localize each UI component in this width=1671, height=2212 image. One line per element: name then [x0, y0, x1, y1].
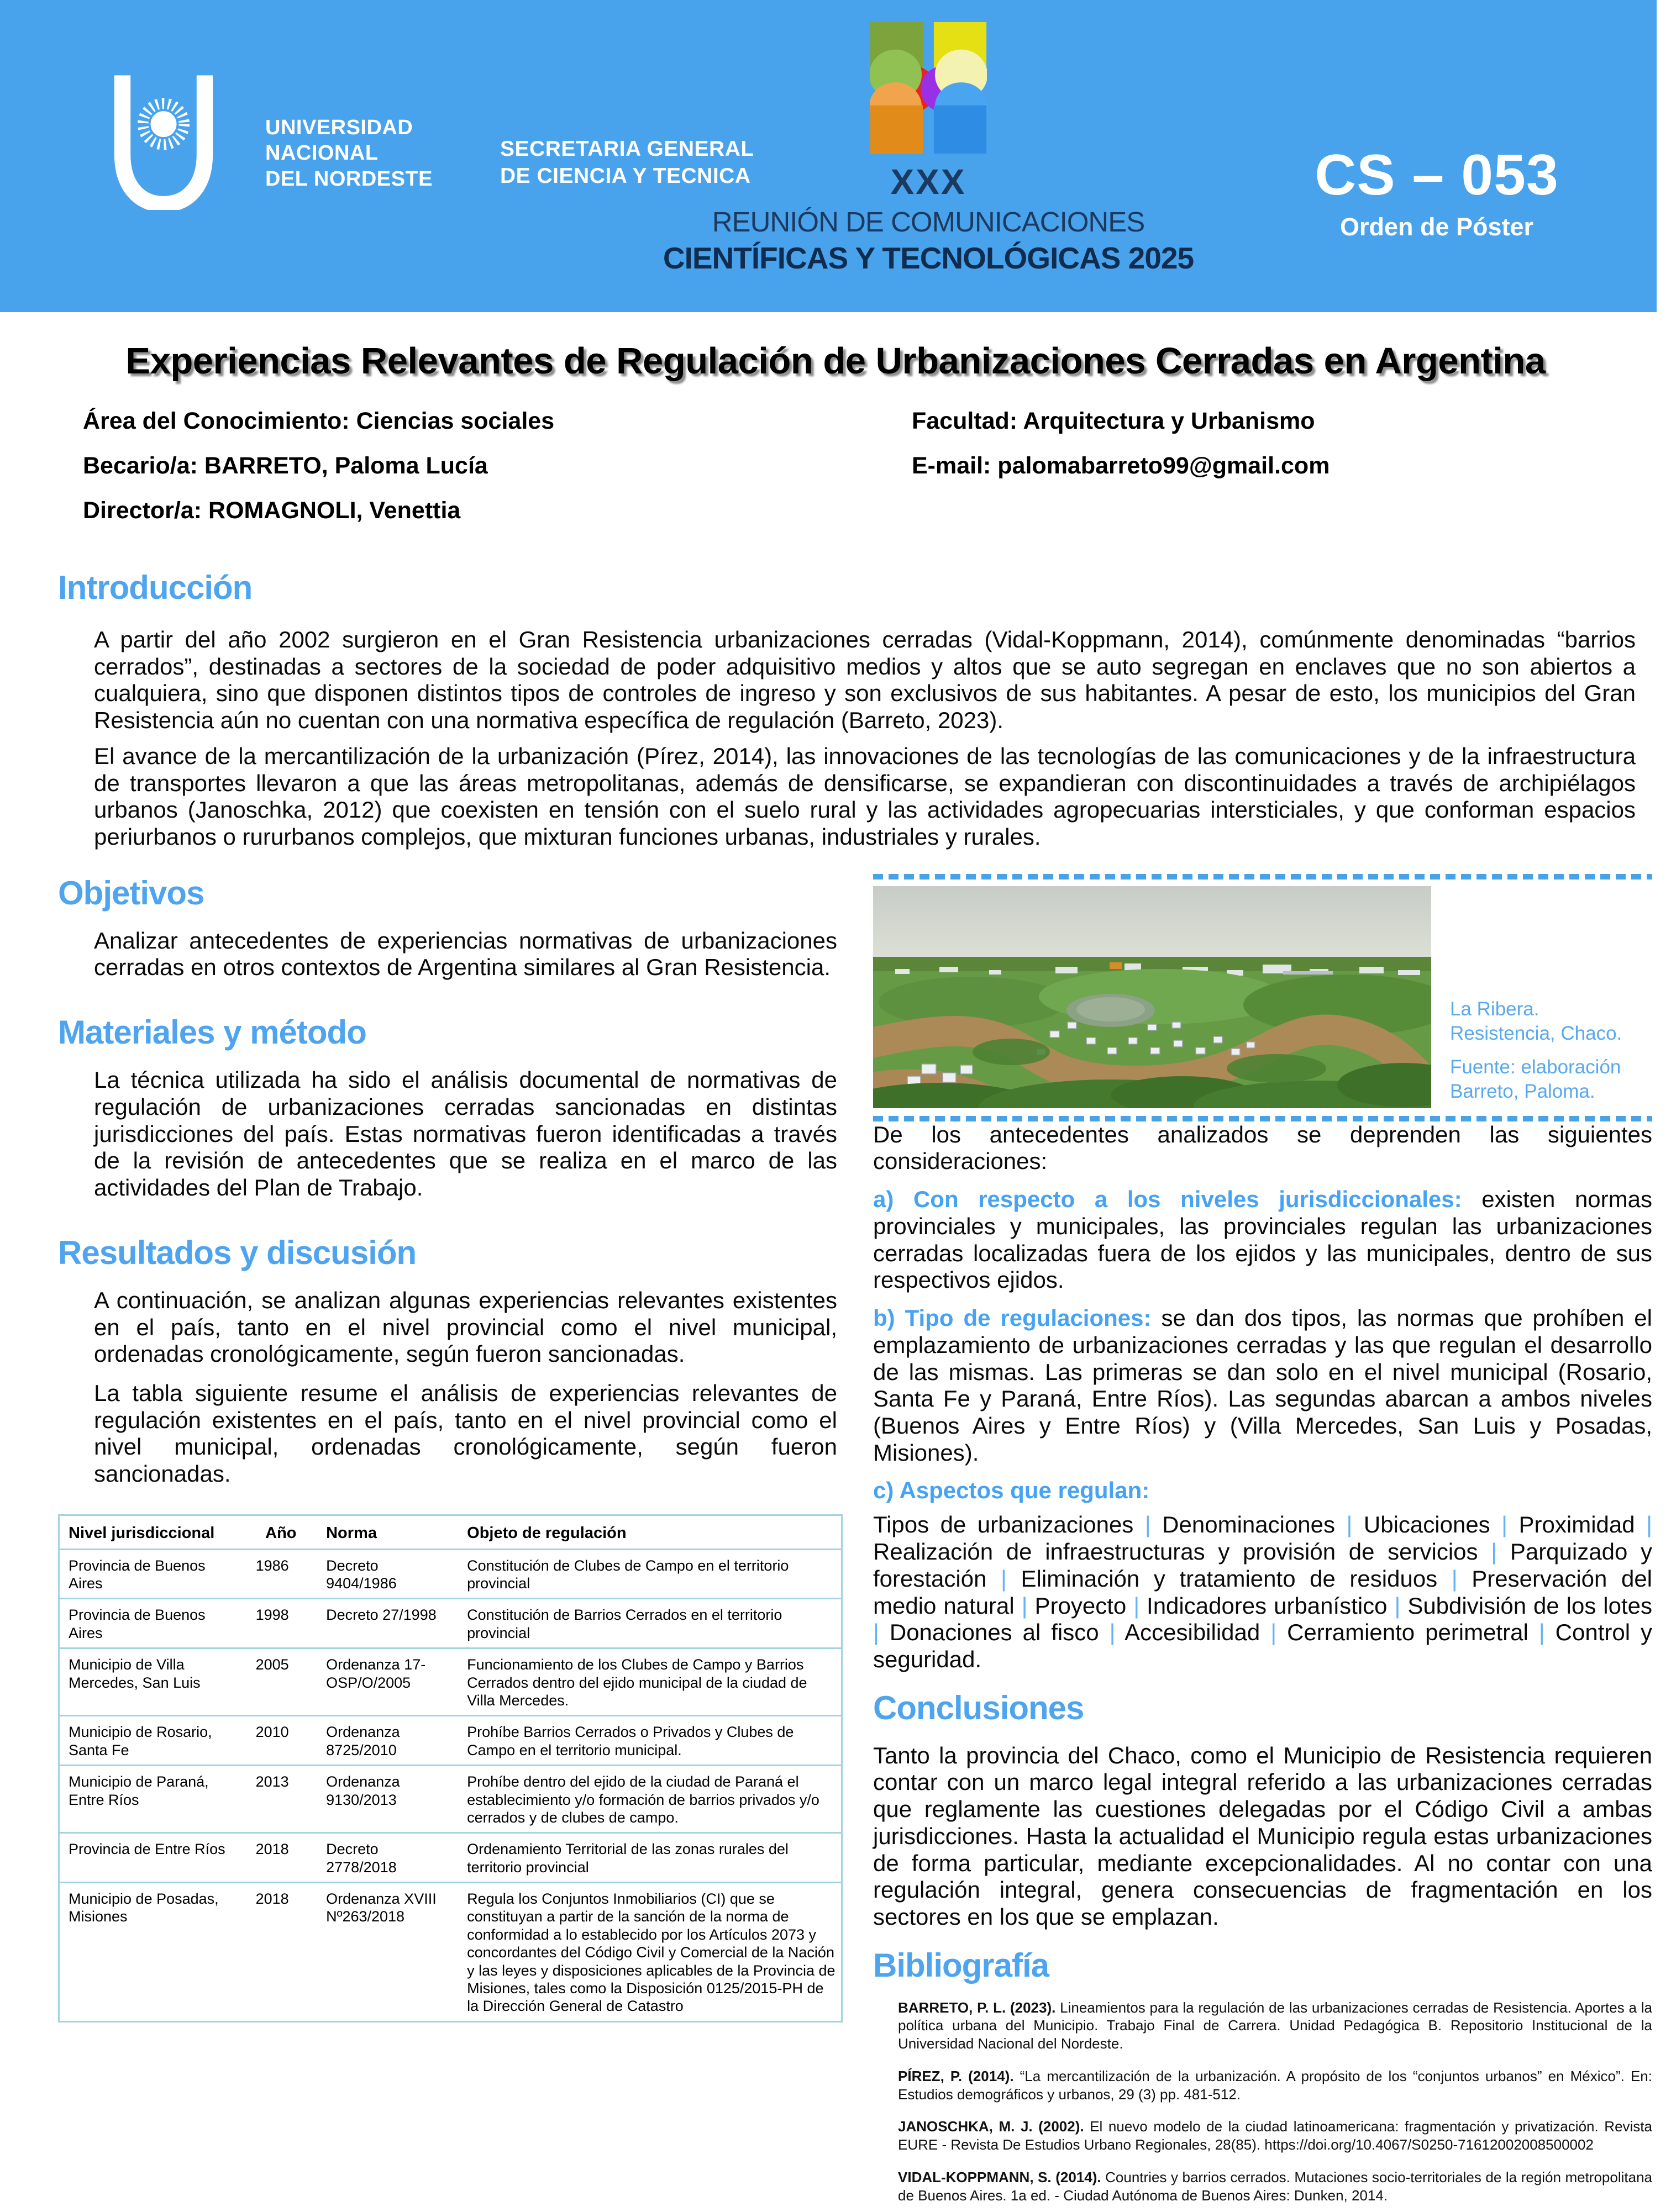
- heading-introduccion: Introducción: [58, 569, 253, 606]
- heading-objetivos: Objetivos: [58, 874, 204, 912]
- meta-becario: Becario/a: BARRETO, Paloma Lucía: [83, 452, 488, 479]
- table-cell: Decreto 9404/1986: [326, 1557, 397, 1592]
- normativas-table: [58, 1514, 843, 2023]
- materiales-body: La técnica utilizada ha sido el análisis documental de normativas de regulación de urbanizaciones cerradas sancionadas en distintas jurisdicciones del país. Estas normativas fueron identificadas a través de la revisión de antecedentes que se realiza en el marco de las actividades del Plan de Trabajo.: [94, 1067, 837, 1201]
- bibliography-reference: JANOSCHKA, M. J. (2002). El nuevo modelo de la ciudad latinoamericana: fragmentación y privatización. Revista EURE - Revista De Estudios Urbano Regionales, 28(85). https://doi.org/10.4067/S0250-71612002008500002: [898, 2118, 1652, 2153]
- photo-figure: [873, 886, 1652, 1108]
- pipe-separator: |: [1635, 1511, 1653, 1538]
- introduccion-p2: El avance de la mercantilización de la urbanización (Pírez, 2014), las innovaciones de las tecnologías de las comunicaciones y de la infraestructura de transportes llevaron a que las áreas metropolitanas, además de densificarse, se expandieran con discontinuidades a través de archipiélagos urbanos (Janoschka, 2012) que coexisten en tensión con el suelo rural y las actividades agropecuarias intersticiales, y que conforman espacios periurbanos o rururbanos complejos, que mixturan funciones urbanas, industriales y rurales.: [94, 742, 1636, 850]
- reference-author: VIDAL-KOPPMANN, S. (2014).: [898, 2168, 1101, 2185]
- consideracion-b: [873, 1305, 1652, 1466]
- dashed-separator-bottom: [873, 1116, 1652, 1121]
- meta-facultad: Facultad: Arquitectura y Urbanismo: [912, 408, 1315, 434]
- pipe-separator: |: [1260, 1619, 1288, 1646]
- table-cell: Ordenanza 9130/2013: [326, 1773, 400, 1808]
- pipe-separator: |: [1437, 1565, 1472, 1592]
- col-header-norma: Norma: [326, 1524, 377, 1542]
- aspecto-item: Donaciones al fisco: [889, 1619, 1099, 1646]
- table-cell: Regula los Conjuntos Inmobiliarios (CI) que se constituyan a partir de la sanción de la norma de conformidad a lo establecido por los Artículos 2073 y concordantes del Código Civil y Comercial de la Nación y las leyes y disposiciones aplicables de la Provincia de Misiones, tales como la Disposición 0125/2015-PH de la Dirección General de Catastro: [467, 1890, 836, 2015]
- table-row: [59, 1716, 842, 1766]
- pipe-separator: |: [1335, 1511, 1364, 1538]
- reference-author: BARRETO, P. L. (2023).: [898, 1999, 1056, 2016]
- heading-bibliografia: Bibliografía: [873, 1946, 1049, 1984]
- aerial-photo: [873, 886, 1431, 1108]
- consideraciones-intro: De los antecedentes analizados se deprenden las siguientes consideraciones:: [873, 1121, 1652, 1175]
- header-banner: [0, 0, 1657, 312]
- table-cell: Municipio de Paraná, Entre Ríos: [69, 1773, 209, 1808]
- left-column: [58, 874, 845, 2023]
- event-name-line1: REUNIÓN DE COMUNICACIONES: [712, 206, 1145, 238]
- university-name-line: UNIVERSIDAD: [265, 116, 413, 139]
- table-cell: Municipio de Rosario, Santa Fe: [69, 1724, 212, 1758]
- pipe-separator: |: [1478, 1539, 1510, 1565]
- table-cell: Ordenanza XVIII Nº263/2018: [326, 1890, 437, 1925]
- introduccion-body: [94, 626, 1636, 851]
- aspecto-item: Tipos de urbanizaciones: [873, 1511, 1134, 1538]
- meta-email: E-mail: palomabarreto99@gmail.com: [912, 452, 1330, 479]
- photo-caption-line: Fuente: elaboración: [1450, 1056, 1621, 1078]
- bibliography-reference: VIDAL-KOPPMANN, S. (2014). Countries y barrios cerrados. Mutaciones socio-territoriales de la región metropolitana de Buenos Aires. 1a ed. - Ciudad Autónoma de Buenos Aires: Dunken, 2014.: [898, 2168, 1653, 2204]
- table-row: [59, 1649, 842, 1716]
- aspecto-item: Accesibilidad: [1124, 1619, 1260, 1646]
- table-cell: 2018: [255, 1841, 289, 1858]
- aspecto-item: Subdivisión de los lotes: [1407, 1592, 1653, 1619]
- table-head: [59, 1515, 842, 1549]
- objetivos-body: Analizar antecedentes de experiencias normativas de urbanizaciones cerradas en otros contextos de Argentina similares al Gran Resistencia.: [94, 927, 837, 981]
- reference-author: JANOSCHKA, M. J. (2002).: [898, 2118, 1084, 2135]
- aspecto-item: Parquizado y forestación: [873, 1539, 1652, 1592]
- aspecto-item: Denominaciones: [1162, 1511, 1336, 1538]
- col-header-nivel: Nivel jurisdiccional: [69, 1524, 215, 1542]
- aspecto-item: Preservación del medio natural: [873, 1565, 1653, 1619]
- meta-left: [83, 408, 912, 542]
- meta-block: [83, 408, 1671, 542]
- consideracion-c-list: [873, 1511, 1652, 1673]
- photo-caption-line: La Ribera.: [1450, 998, 1539, 1020]
- table-row: [59, 1766, 842, 1833]
- table-cell: Prohíbe dentro del ejido de la ciudad de Paraná el establecimiento y/o formación de barrios privados y/o cerrados y de clubes de campo.: [467, 1773, 819, 1826]
- table-body: [59, 1549, 842, 2021]
- reference-author: PÍREZ, P. (2014).: [898, 2067, 1014, 2084]
- consideracion-b-lead: b) Tipo de regulaciones:: [873, 1305, 1152, 1331]
- page-title: Experiencias Relevantes de Regulación de Urbanizaciones Cerradas en Argentina: [125, 340, 1546, 382]
- table-cell: Prohíbe Barrios Cerrados o Privados y Clubes de Campo en el territorio municipal.: [467, 1724, 794, 1758]
- bibliography-reference: BARRETO, P. L. (2023). Lineamientos para la regulación de las urbanizaciones cerradas de Resistencia. Aportes a la política urbana del Municipio. Trabajo Final de Carrera. Unidad Pedagógica B. Repositorio Institucional de la Universidad Nacional del Nordeste.: [898, 1999, 1652, 2052]
- table-header-row: [59, 1515, 842, 1549]
- pipe-separator: |: [873, 1619, 890, 1646]
- photo-caption-line: Barreto, Paloma.: [1450, 1080, 1595, 1102]
- pipe-separator: |: [1126, 1592, 1147, 1619]
- event-logo-icon: [870, 22, 987, 154]
- pipe-separator: |: [1490, 1511, 1519, 1538]
- col-header-objeto: Objeto de regulación: [467, 1524, 627, 1542]
- meta-director: Director/a: ROMAGNOLI, Venettia: [83, 497, 461, 524]
- table-cell: 1998: [255, 1607, 289, 1624]
- conclusiones-body: Tanto la provincia del Chaco, como el Municipio de Resistencia requieren contar con un marco legal integral referido a las urbanizaciones cerradas que reglamente las cuestiones delegadas por el Código Civil a ambas jurisdicciones. Hasta la actualidad el Municipio regula estas urbanizaciones de forma particular, mediante excepcionalidades. Al no contar con una regulación integral, genera consecuencias de fragmentación en los sectores en los que se emplazan.: [873, 1742, 1652, 1930]
- table-cell: Ordenamiento Territorial de las zonas rurales del territorio provincial: [467, 1841, 789, 1876]
- table-row: [59, 1883, 842, 2022]
- table-cell: Provincia de Buenos Aires: [69, 1557, 206, 1592]
- aspecto-item: Control y seguridad.: [873, 1619, 1652, 1672]
- event-edition: XXX: [890, 162, 966, 202]
- table-cell: 2018: [255, 1890, 289, 1908]
- pipe-separator: |: [1528, 1619, 1556, 1646]
- resultados-p2: La tabla siguiente resume el análisis de experiencias relevantes de regulación existentes en el país, tanto en el nivel provincial como el nivel municipal, ordenadas cronológicamente, según fueron sancionadas.: [94, 1379, 837, 1487]
- heading-conclusiones: Conclusiones: [873, 1689, 1084, 1726]
- table-cell: Ordenanza 17-OSP/O/2005: [326, 1656, 426, 1691]
- table-cell: Decreto 27/1998: [326, 1607, 437, 1624]
- consideracion-a: [873, 1186, 1652, 1294]
- consideracion-a-lead: a) Con respecto a los niveles jurisdiccionales:: [873, 1186, 1462, 1213]
- photo-caption-line: Resistencia, Chaco.: [1450, 1023, 1622, 1045]
- introduccion-p1: A partir del año 2002 surgieron en el Gran Resistencia urbanizaciones cerradas (Vidal-Koppmann, 2014), comúnmente denominadas “barrios cerrados”, destinadas a sectores de la sociedad de poder adquisitivo medios y altos que se auto segregan en enclaves que no son abiertos a cualquiera, sino que disponen distintos tipos de controles de ingreso y son exclusivos de sus habitantes. A pesar de esto, los municipios del Gran Resistencia aún no cuentan con una normativa específica de regulación (Barreto, 2023).: [94, 626, 1636, 734]
- poster-code-label: Orden de Póster: [1339, 213, 1534, 241]
- pipe-separator: |: [986, 1565, 1021, 1592]
- resultados-p1: A continuación, se analizan algunas experiencias relevantes existentes en el país, tanto en el nivel provincial como el nivel municipal, ordenadas cronológicamente, según fueron sancionadas.: [94, 1287, 837, 1367]
- right-column: [873, 874, 1652, 2212]
- poster-code-block: [1260, 143, 1614, 241]
- secretaria-name-line: SECRETARIA GENERAL: [500, 137, 754, 161]
- table-cell: 2005: [255, 1656, 289, 1673]
- university-name-line: NACIONAL: [265, 141, 379, 165]
- table-cell: Provincia de Entre Ríos: [69, 1841, 225, 1858]
- university-name-line: DEL NORDESTE: [265, 167, 433, 191]
- table-cell: 1986: [255, 1557, 289, 1574]
- resultados-body: [94, 1287, 837, 1488]
- consideracion-a-text: existen normas provinciales y municipales, las provinciales regulan las urbanizaciones cerradas localizadas fuera de los ejidos y las municipales, dentro de sus respectivos ejidos.: [873, 1186, 1652, 1293]
- table-cell: 2013: [255, 1773, 289, 1790]
- consideracion-c-lead: c) Aspectos que regulan:: [873, 1477, 1150, 1504]
- heading-resultados: Resultados y discusión: [58, 1234, 417, 1271]
- meta-area: Área del Conocimiento: Ciencias sociales: [83, 408, 555, 434]
- heading-materiales: Materiales y método: [58, 1014, 366, 1051]
- table-row: [59, 1833, 842, 1883]
- table-cell: Provincia de Buenos Aires: [69, 1607, 206, 1641]
- table-cell: Constitución de Clubes de Campo en el territorio provincial: [467, 1557, 789, 1592]
- pipe-separator: |: [1014, 1592, 1035, 1619]
- dashed-separator-top: [873, 874, 1652, 879]
- table-cell: Municipio de Villa Mercedes, San Luis: [69, 1656, 201, 1691]
- table-cell: Decreto 2778/2018: [326, 1841, 397, 1876]
- pipe-separator: |: [1133, 1511, 1163, 1538]
- meta-right: [912, 408, 1671, 542]
- event-name-line2: CIENTÍFICAS Y TECNOLÓGICAS 2025: [663, 241, 1194, 275]
- table-cell: 2010: [255, 1724, 289, 1741]
- bibliografia-refs: [898, 1999, 1652, 2205]
- photo-caption: [1450, 997, 1643, 1108]
- table-row: [59, 1549, 842, 1599]
- col-header-anio: Año: [265, 1524, 297, 1542]
- section-introduccion: [58, 568, 1636, 851]
- aspecto-item: Indicadores urbanístico: [1147, 1592, 1388, 1619]
- table-cell: Constitución de Barrios Cerrados en el territorio provincial: [467, 1607, 782, 1641]
- university-name: [265, 115, 433, 192]
- aspecto-item: Cerramiento perimetral: [1287, 1619, 1528, 1646]
- sun-icon: [143, 103, 184, 144]
- poster-code: CS – 053: [1315, 143, 1559, 207]
- secretaria-name-line: DE CIENCIA Y TECNICA: [500, 164, 751, 188]
- aspecto-item: Proyecto: [1034, 1592, 1127, 1619]
- table-cell: Funcionamiento de los Clubes de Campo y Barrios Cerrados dentro del ejido municipal de la ciudad de Villa Mercedes.: [467, 1656, 807, 1709]
- aspecto-item: Proximidad: [1518, 1511, 1635, 1538]
- table-row: [59, 1599, 842, 1649]
- consideracion-b-text: se dan dos tipos, las normas que prohíben el emplazamiento de urbanizaciones cerradas y las que regulan el desarrollo de las mismas. Las primeras se dan solo en el nivel municipal (Rosario, Santa Fe y Paraná, Entre Ríos). Las segundas abarcan a ambos niveles (Buenos Aires y Entre Ríos) y (Villa Mercedes, San Luis y Posadas, Misiones).: [873, 1305, 1652, 1466]
- aspecto-item: Realización de infraestructuras y provisión de servicios: [873, 1539, 1478, 1565]
- table-cell: Ordenanza 8725/2010: [326, 1724, 400, 1758]
- columns: [0, 874, 1671, 2212]
- aspecto-item: Eliminación y tratamiento de residuos: [1021, 1565, 1438, 1592]
- pipe-separator: |: [1099, 1619, 1125, 1646]
- event-logo-block: [641, 22, 1216, 276]
- bibliography-reference: PÍREZ, P. (2014). “La mercantilización de la urbanización. A propósito de los “conjuntos urbanos” en México”. En: Estudios demográficos y urbanos, 29 (3) pp. 481-512.: [898, 2067, 1652, 2103]
- aspecto-item: Ubicaciones: [1363, 1511, 1490, 1538]
- table-cell: Municipio de Posadas, Misiones: [69, 1890, 219, 1925]
- pipe-separator: |: [1387, 1592, 1408, 1619]
- unne-logo-icon: [109, 71, 218, 210]
